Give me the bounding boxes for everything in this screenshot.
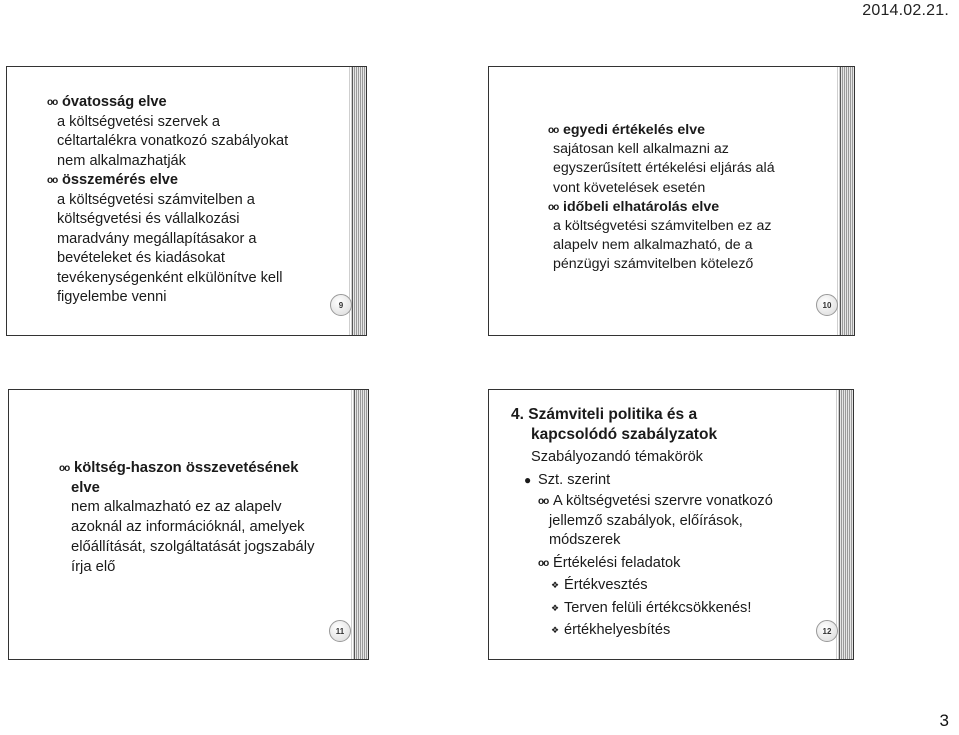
dot-item: ● Szt. szerint — [511, 471, 773, 491]
circle-bullet-icon: oo — [59, 463, 70, 474]
dot-bullet-icon: ● — [524, 472, 532, 487]
heading-idobeli-elhatarolas: oo időbeli elhatárolás elve — [548, 198, 775, 217]
slide-title: 4. Számviteli politika és a — [511, 406, 698, 423]
circle-bullet-icon: oo — [548, 125, 559, 136]
body-line: pénzügyi számvitelben kötelező — [553, 256, 754, 273]
body-line: egyszerűsített értékelési eljárás alá — [553, 160, 775, 177]
body-line: előállítását, szolgáltatását jogszabály — [71, 538, 315, 555]
body-line: költségvetési és vállalkozási — [57, 211, 240, 227]
diamond-bullet-icon: ❖ — [551, 602, 560, 613]
diamond-item: ❖ Terven felüli értékcsökkenés! — [511, 599, 773, 619]
body-line: jellemző szabályok, előírások, — [549, 512, 743, 529]
slide-number-badge: 12 — [816, 620, 838, 642]
heading-egyedi-ertekeles: oo egyedi értékelés elve — [548, 121, 775, 140]
body-line: maradvány megállapításakor a — [57, 230, 257, 247]
heading-ovatossag: oo óvatosság elve — [47, 93, 288, 113]
slide-12 — [488, 389, 854, 660]
diamond-item: ❖ Értékvesztés — [511, 576, 773, 596]
body-line: a költségvetési számvitelben a — [57, 191, 255, 208]
slide-9-content — [47, 93, 289, 308]
body-line: írja elő — [71, 558, 116, 575]
slide-9 — [6, 66, 367, 336]
slide-side-stripe — [354, 390, 368, 659]
slide-side-stripe — [352, 67, 366, 335]
slide-11 — [8, 389, 369, 660]
circle-bullet-icon: oo — [548, 201, 559, 213]
body-line: vont követelések esetén — [553, 179, 706, 196]
body-line: céltartalékra vonatkozó szabályokat — [57, 133, 289, 149]
body-line: azoknál az információknál, amelyek — [71, 519, 305, 536]
page-number: 3 — [939, 711, 949, 730]
body-line: sajátosan kell alkalmazni az — [553, 141, 729, 158]
body-line: a költségvetési szervek a — [57, 113, 221, 130]
slide-number-badge: 11 — [329, 620, 351, 642]
slide-title-continuation: kapcsolódó szabályzatok — [531, 425, 718, 443]
body-line: tevékenységenként elkülönítve kell — [57, 269, 283, 286]
diamond-bullet-icon: ❖ — [551, 625, 560, 635]
slide-side-stripe — [839, 390, 853, 659]
diamond-bullet-icon: ❖ — [551, 580, 560, 590]
circle-bullet-icon: oo — [538, 557, 549, 569]
slide-10 — [488, 66, 855, 336]
circle-item: oo Értékelési feladatok — [511, 554, 773, 574]
header-date: 2014.02.21. — [862, 2, 949, 19]
diamond-item: ❖ értékhelyesbítés — [511, 621, 773, 641]
heading-osszemeres: oo összemérés elve — [47, 171, 288, 191]
body-line: nem alkalmazhatják — [57, 152, 186, 169]
body-line: bevételeket és kiadásokat — [57, 250, 225, 266]
slide-number-badge: 9 — [330, 294, 352, 316]
slide-number-badge: 10 — [816, 294, 838, 316]
body-line: módszerek — [549, 532, 621, 548]
slide-subtitle: Szabályozandó témakörök — [531, 449, 703, 465]
body-line: figyelembe venni — [57, 289, 167, 305]
heading-koltseg-haszon: oo költség-haszon összevetésének — [59, 459, 314, 479]
heading-continuation: elve — [71, 479, 100, 496]
slide-side-stripe — [840, 67, 854, 335]
circle-item: oo A költségvetési szervre vonatkozó — [511, 492, 773, 512]
circle-bullet-icon: oo — [538, 496, 549, 507]
body-line: alapelv nem alkalmazható, de a — [553, 237, 753, 254]
slide-10-content — [548, 121, 775, 275]
circle-bullet-icon: oo — [47, 97, 58, 108]
slide-12-content — [511, 405, 773, 641]
slide-11-content — [59, 459, 315, 577]
circle-bullet-icon: oo — [47, 175, 58, 186]
body-line: a költségvetési számvitelben ez az — [553, 218, 772, 235]
body-line: nem alkalmazható ez az alapelv — [71, 499, 282, 516]
